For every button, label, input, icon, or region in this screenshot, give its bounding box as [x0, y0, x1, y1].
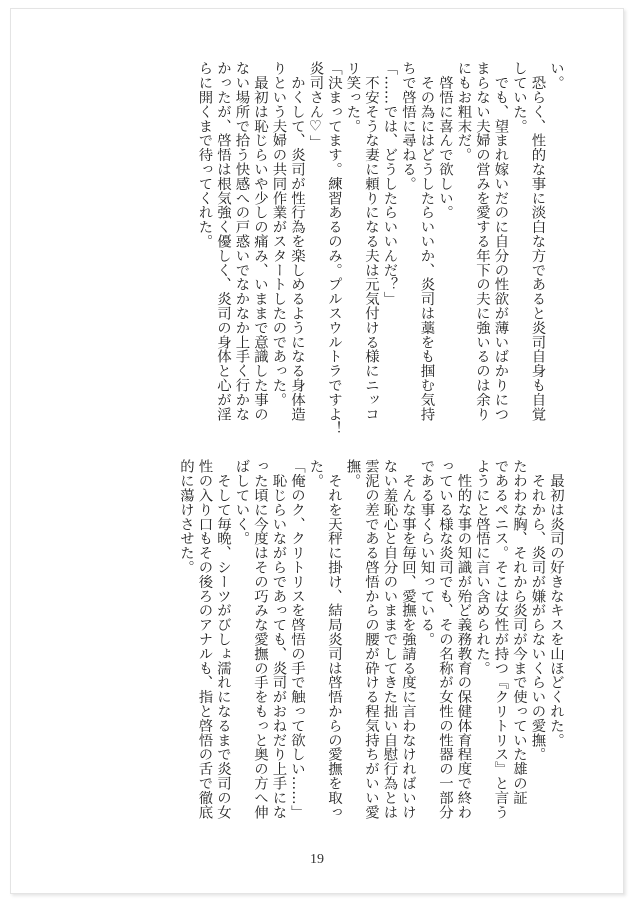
text-line: ない場所で拾う快感への戸惑いでなかなか上手く行かな — [233, 61, 250, 421]
text-line: 炎司さん♡」 — [307, 61, 324, 149]
text-line: 最初は炎司の好きなキスを山ほどくれた。 — [548, 459, 564, 747]
text-line: ちで啓悟に尋ねる。 — [400, 61, 416, 191]
text-line: 最初は恥じらいや少しの痛み、いままで意識した事の — [252, 61, 268, 421]
text-line: い。 — [548, 61, 564, 90]
text-line: 雲泥の差である啓悟からの腰が砕ける程気持ちがいい愛 — [363, 459, 379, 819]
text-line: であるペニス。そこは女性が持つ『クリトリス』と言う — [492, 459, 509, 819]
text-line: りという夫婦の共同作業がスタートしたのであった。 — [270, 61, 287, 407]
text-line: 不安そうな妻に頼りになる夫は元気付ける様にニッコ — [363, 61, 379, 421]
text-line: 性的な事の知識が殆ど義務教育の保健体育程度で終わ — [455, 459, 472, 819]
text-line: 「俺のク、クリトリスを啓悟の手で触って欲しい……」 — [289, 459, 305, 819]
text-line: 性の入り口もその後ろのアナルも、指と啓悟の舌で徹底 — [196, 459, 213, 819]
text-line: 「決まってます。練習あるのみ。プルスウルトラですよ！ — [326, 61, 342, 436]
text-line: ない羞恥心と自分のいままでしてきた拙い自慰行為とは — [381, 459, 398, 819]
top-text-block — [69, 61, 565, 437]
text-line: その為にはどうしたらいいか、炎司は藁をも掴む気持 — [418, 61, 435, 421]
book-page — [10, 8, 624, 894]
text-line: そんな事を毎回、愛撫を強請る度に言わなければいけ — [400, 459, 416, 819]
text-line: にもお粗末だ。 — [455, 61, 472, 162]
text-line: ばしていく。 — [233, 459, 250, 546]
text-line: 「……では、どうしたらいいんだ？」 — [381, 61, 398, 306]
text-line: たわわな胸、それから炎司が今まで使っていた雄の証 — [511, 459, 527, 805]
text-line: それから、炎司が嫌がらないくらいの愛撫。 — [529, 459, 546, 762]
text-line: そして毎晩、シーツがびしょ濡れになるまで炎司の女 — [215, 459, 231, 819]
text-line: ようにと啓悟に言い含められた。 — [474, 459, 490, 675]
text-line: った頃に今度はその巧みな愛撫の手をもっと奥の方へ伸 — [252, 459, 268, 819]
bottom-text-block — [69, 459, 565, 835]
text-line: 的に蕩けさせた。 — [178, 459, 194, 575]
text-line: っている様な炎司でも、その名称が女性の性器の一部分 — [437, 459, 453, 819]
text-line: リ笑った。 — [344, 61, 361, 133]
text-line: 撫。 — [344, 459, 361, 488]
text-line: かくして、炎司が性行為を楽しめるようになる身体造 — [289, 61, 305, 421]
text-line: 恥じらいながらであっても、炎司がおねだり上手にな — [270, 459, 287, 819]
text-line: でも、望まれ嫁いだのに自分の性欲が薄いばかりにつ — [492, 61, 509, 421]
page-number: 19 — [310, 852, 324, 867]
text-line: まらない夫婦の営みを愛する年下の夫に強いるのは余り — [474, 61, 490, 421]
text-line: 恐らく、性的な事に淡白な方であると炎司自身も自覚 — [529, 61, 546, 421]
text-line: かったが、啓悟は根気強く優しく、炎司の身体と心が淫 — [215, 61, 231, 421]
text-line: である事くらい知っている。 — [418, 459, 435, 647]
text-line: らに開くまで待ってくれた。 — [196, 61, 213, 249]
text-line: していた。 — [511, 61, 527, 133]
text-line: それを天秤に掛け、結局炎司は啓悟からの愛撫を取っ — [326, 459, 342, 819]
text-line: 啓悟に喜んで欲しい。 — [437, 61, 453, 220]
text-line: た。 — [307, 459, 324, 488]
